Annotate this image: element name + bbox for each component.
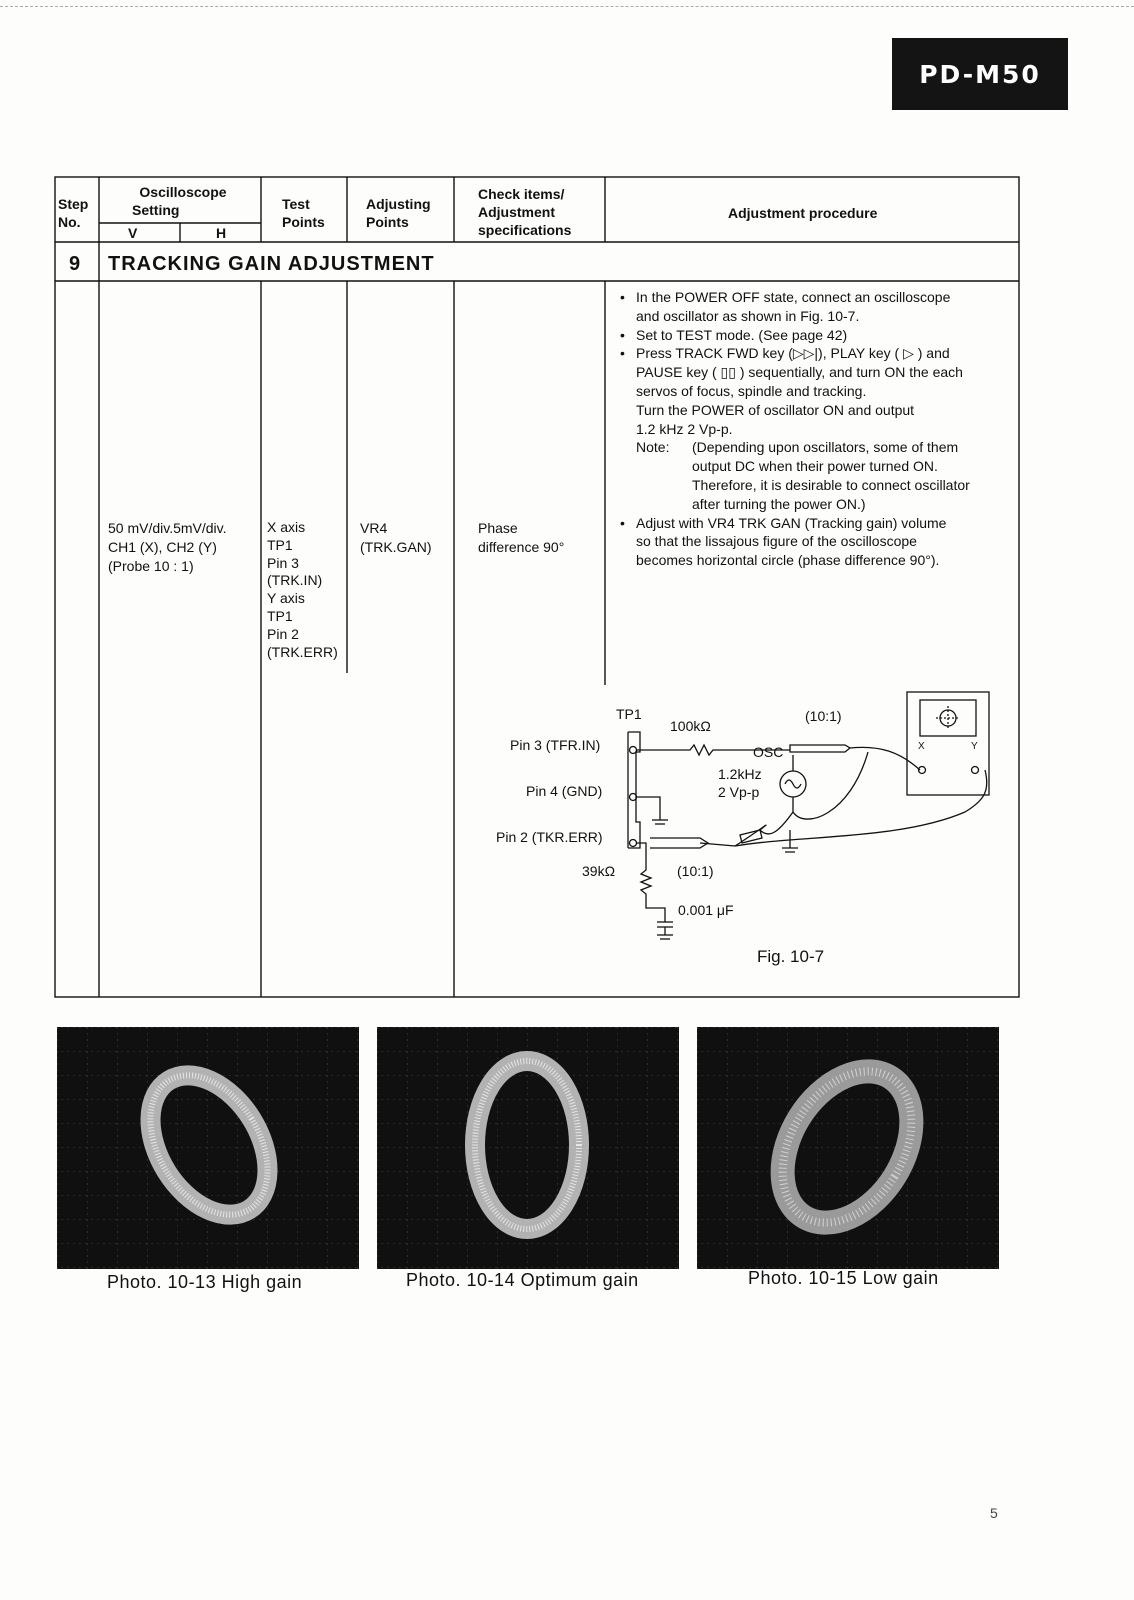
fig-capacitor-label: 0.001 μF — [678, 902, 734, 918]
check-items-values: Phase difference 90° — [478, 520, 565, 555]
fig-osc-label: OSC — [753, 744, 784, 760]
header-procedure: Adjustment procedure — [728, 205, 878, 221]
fig-probe-ratio-top: (10:1) — [805, 708, 842, 724]
photo-caption-optimum: Photo. 10-14 Optimum gain — [406, 1270, 639, 1290]
fig-pin3-label: Pin 3 (TFR.IN) — [510, 737, 601, 753]
page-number: 5 — [990, 1505, 998, 1521]
adjusting-points-values: VR4 (TRK.GAN) — [360, 520, 432, 555]
step-number: 9 — [69, 253, 82, 275]
photo-caption-low: Photo. 10-15 Low gain — [748, 1268, 939, 1288]
header-h: H — [216, 225, 227, 241]
fig-39k-label: 39kΩ — [582, 863, 616, 879]
fig-osc-freq: 1.2kHz — [718, 766, 762, 782]
header-v: V — [128, 225, 138, 241]
header-osc-setting: Oscilloscope Setting — [132, 184, 227, 218]
fig-scope-y: Y — [971, 741, 978, 752]
step-title: TRACKING GAIN ADJUSTMENT — [108, 253, 435, 275]
header-adjusting-points: Adjusting Points — [366, 196, 431, 230]
photo-caption-high: Photo. 10-13 High gain — [107, 1272, 303, 1292]
procedure-text: • In the POWER OFF state, connect an oscilloscope and oscillator as shown in Fig. 10-7. • Set to TEST mode. (See page 42) • Press TRACK FWD key (▷▷|), PLAY key ( ▷ ) and PAUSE key ( ▯▯ ) sequentially, and turn ON the each servos of focus, spindle and tracking. Turn the POWER of oscillator ON and output 1.2 kHz 2 Vp-p. Note: (Depending upon oscillators, some of them output DC when their power turned ON. Therefore, it is desirable to connect oscillator after turning the power ON.) • Adjust with VR4 TRK GAN (Tracking gain) volume so that the lissajous figure of the oscilloscope becomes horizontal circle (phase difference 90°). — [620, 289, 970, 569]
header-step: Step No. — [58, 196, 89, 230]
fig-pin2-label: Pin 2 (TKR.ERR) — [496, 829, 603, 845]
model-name: PD-M50 — [919, 59, 1041, 89]
fig-tp1-label: TP1 — [616, 706, 642, 722]
photo-high-gain — [57, 1027, 359, 1269]
fig-100k-label: 100kΩ — [670, 718, 711, 734]
osc-setting-values: 50 mV/div.5mV/div. CH1 (X), CH2 (Y) (Probe 10 : 1) — [108, 520, 227, 574]
photo-optimum-gain — [377, 1027, 679, 1269]
fig-pin4-label: Pin 4 (GND) — [526, 783, 603, 799]
fig-probe-ratio-bottom: (10:1) — [677, 863, 714, 879]
header-test-points: Test Points — [282, 196, 325, 230]
test-points-values: X axis TP1 Pin 3 (TRK.IN) Y axis TP1 Pin 2 (TRK.ERR) — [267, 519, 338, 660]
fig-caption: Fig. 10-7 — [757, 947, 825, 966]
fig-scope-x: X — [918, 741, 925, 752]
fig-osc-amp: 2 Vp-p — [718, 784, 760, 800]
header-check-items: Check items/ Adjustment specifications — [478, 186, 572, 238]
photo-low-gain — [697, 1027, 999, 1269]
